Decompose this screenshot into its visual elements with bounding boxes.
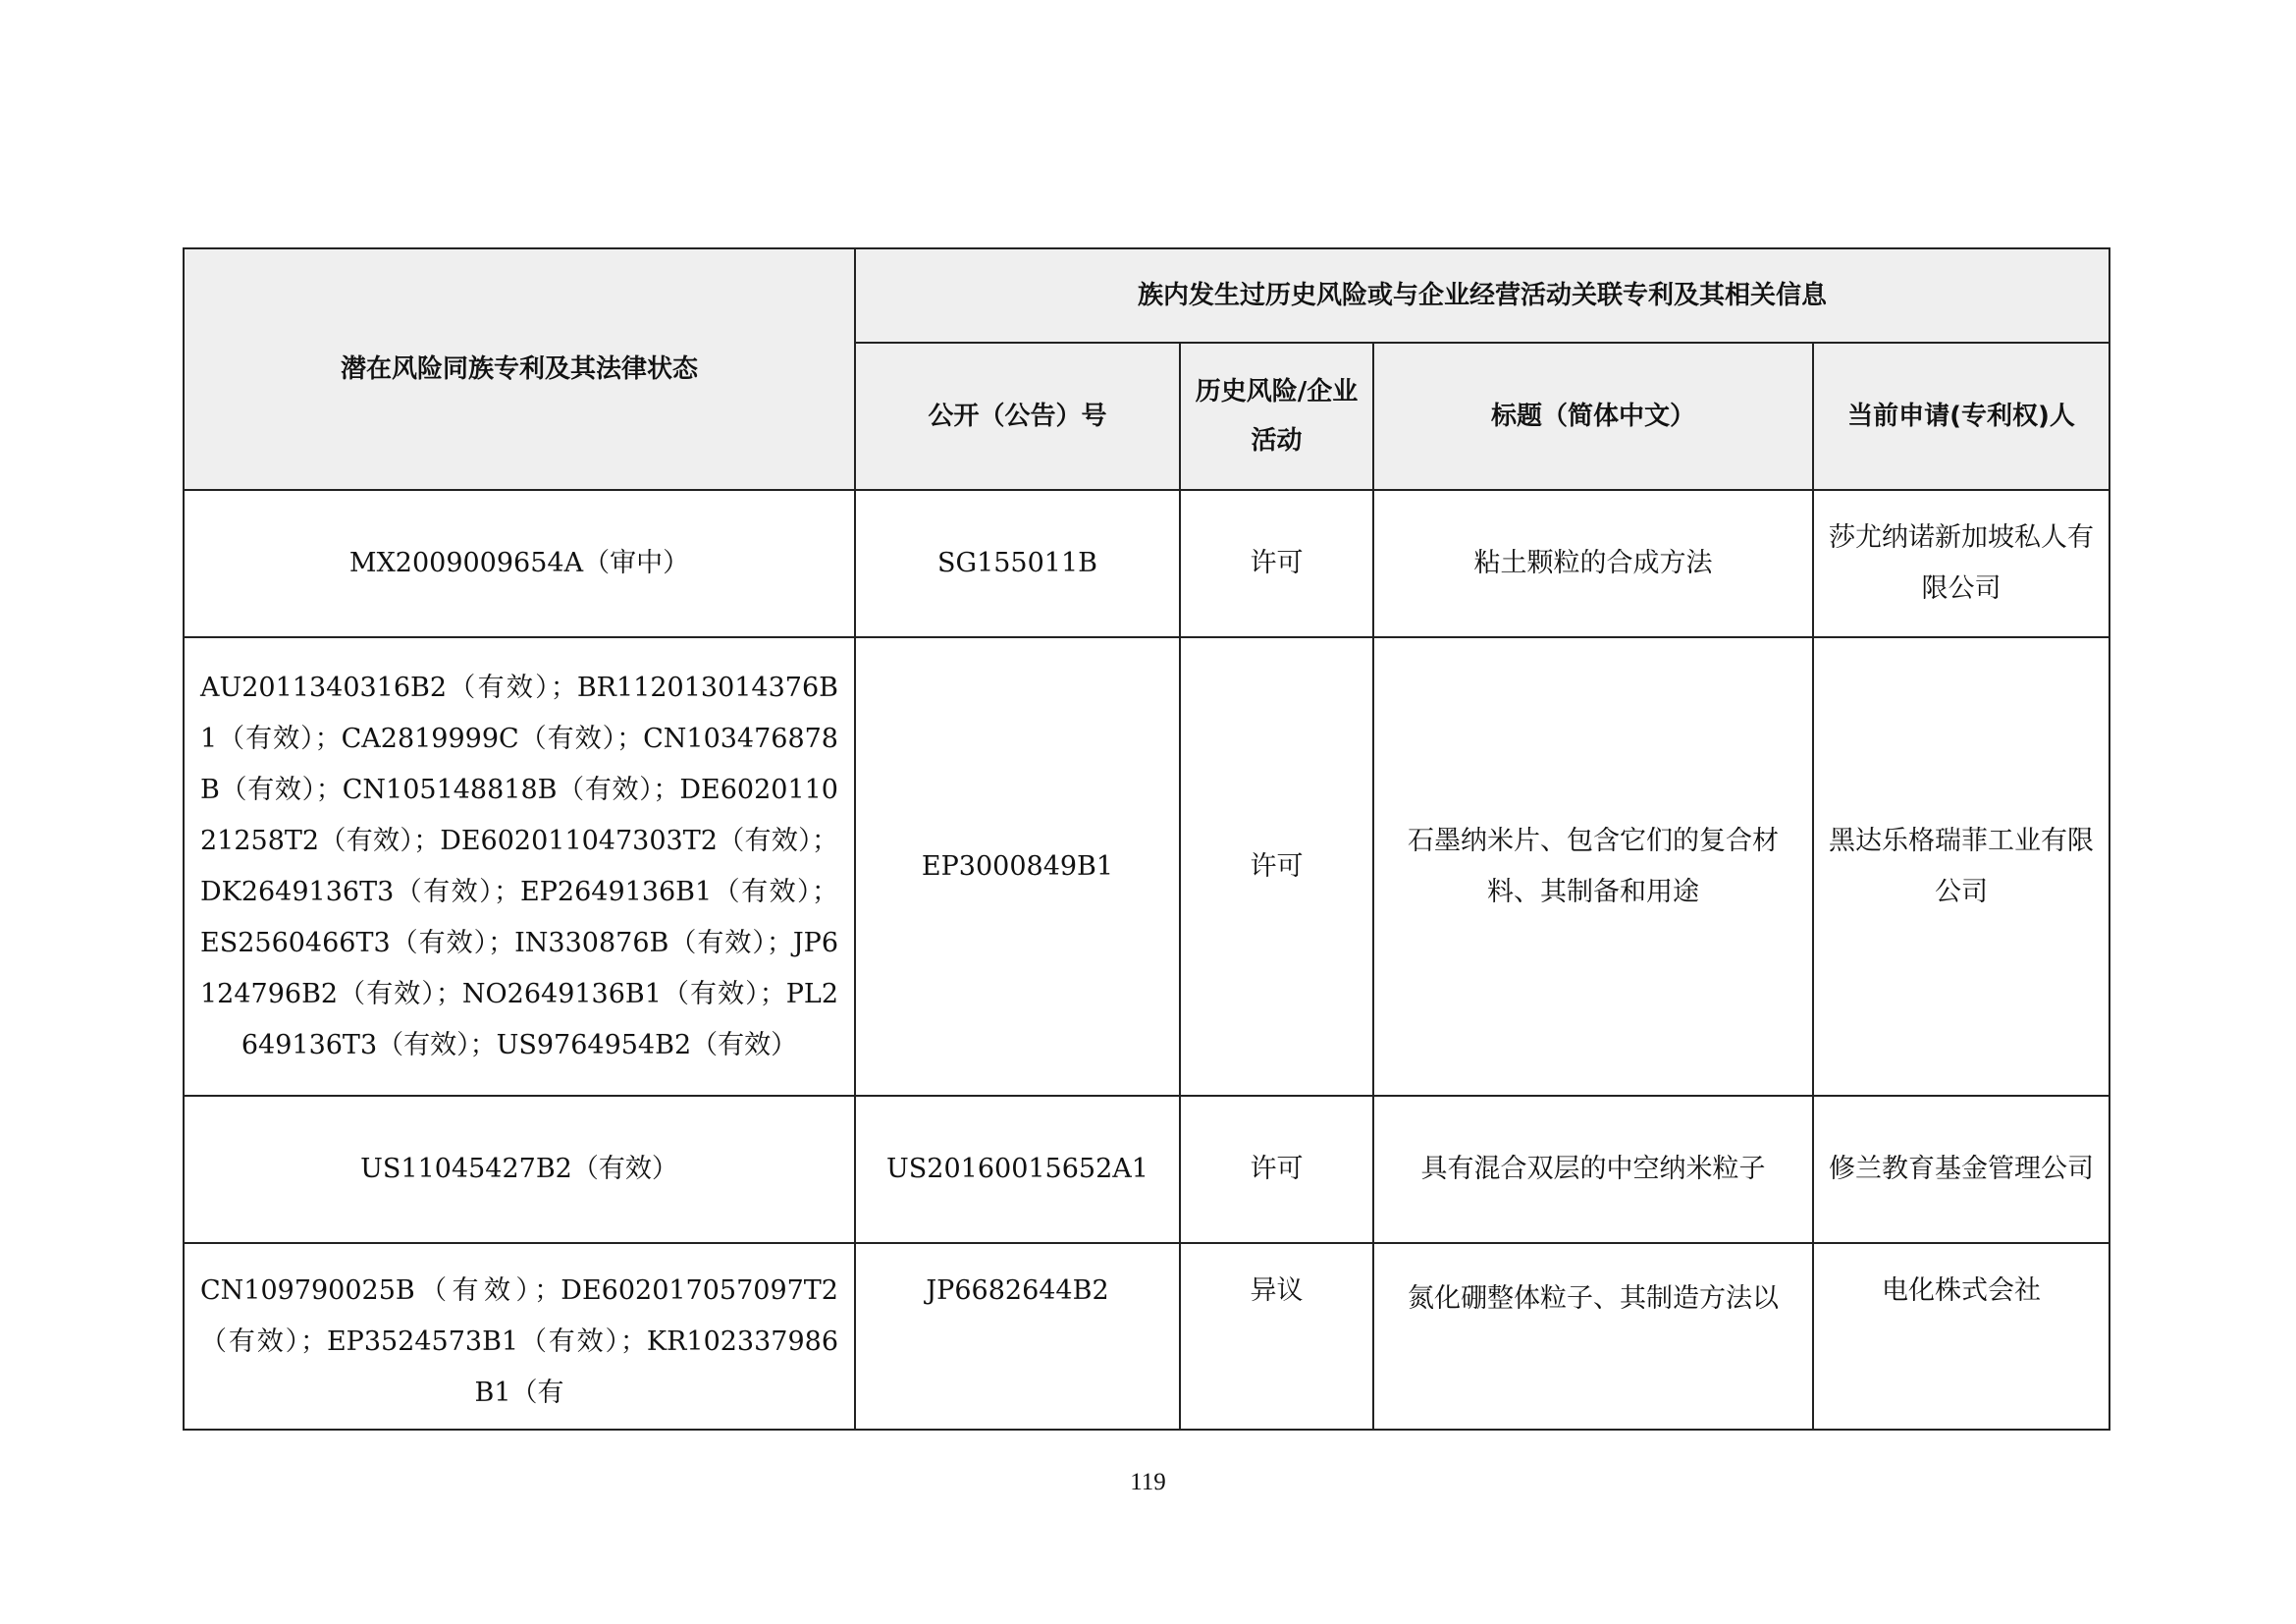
header-related-patents-group: 族内发生过历史风险或与企业经营活动关联专利及其相关信息 bbox=[855, 248, 2109, 343]
header-publication-number: 公开（公告）号 bbox=[855, 343, 1180, 490]
title-cell: 粘土颗粒的合成方法 bbox=[1373, 490, 1813, 637]
family-patents-cell: US11045427B2（有效） bbox=[184, 1096, 855, 1243]
table-row bbox=[184, 1096, 2109, 1243]
table-row bbox=[184, 637, 2109, 1096]
header-title-chinese: 标题（简体中文） bbox=[1373, 343, 1813, 490]
publication-number-cell: SG155011B bbox=[855, 490, 1180, 637]
page-number: 119 bbox=[1130, 1469, 1166, 1495]
table-row bbox=[184, 490, 2109, 637]
risk-activity-cell: 许可 bbox=[1180, 490, 1373, 637]
table-row bbox=[184, 1243, 2109, 1430]
family-patents-cell: MX2009009654A（审中） bbox=[184, 490, 855, 637]
applicant-cell: 黑达乐格瑞菲工业有限公司 bbox=[1813, 637, 2109, 1096]
applicant-cell: 莎尤纳诺新加坡私人有限公司 bbox=[1813, 490, 2109, 637]
risk-activity-cell: 异议 bbox=[1180, 1243, 1373, 1430]
family-patents-cell: CN109790025B（有效）；DE602017057097T2（有效）；EP3524573B1（有效）；KR102337986B1（有 bbox=[184, 1243, 855, 1430]
header-row-group bbox=[184, 248, 2109, 343]
header-family-status: 潜在风险同族专利及其法律状态 bbox=[184, 248, 855, 490]
publication-number-cell: EP3000849B1 bbox=[855, 637, 1180, 1096]
risk-activity-cell: 许可 bbox=[1180, 1096, 1373, 1243]
title-cell: 具有混合双层的中空纳米粒子 bbox=[1373, 1096, 1813, 1243]
publication-number-cell: US20160015652A1 bbox=[855, 1096, 1180, 1243]
applicant-cell: 电化株式会社 bbox=[1813, 1243, 2109, 1430]
patent-risk-table bbox=[183, 247, 2110, 1431]
family-patents-cell: AU2011340316B2（有效）；BR112013014376B1（有效）；CA2819999C（有效）；CN103476878B（有效）；CN105148818B（有效）；DE602011021258T2（有效）；DE602011047303T2（有效）；DK2649136T3（有效）；EP2649136B1（有效）；ES2560466T3（有效）；IN330876B（有效）；JP6124796B2（有效）；NO2649136B1（有效）；PL2649136T3（有效）；US9764954B2（有效） bbox=[184, 637, 855, 1096]
publication-number-cell: JP6682644B2 bbox=[855, 1243, 1180, 1430]
risk-activity-cell: 许可 bbox=[1180, 637, 1373, 1096]
applicant-cell: 修兰教育基金管理公司 bbox=[1813, 1096, 2109, 1243]
header-risk-activity: 历史风险/企业活动 bbox=[1180, 343, 1373, 490]
title-cell: 石墨纳米片、包含它们的复合材料、其制备和用途 bbox=[1373, 637, 1813, 1096]
title-cell: 氮化硼整体粒子、其制造方法以 bbox=[1373, 1243, 1813, 1430]
header-current-applicant: 当前申请(专利权)人 bbox=[1813, 343, 2109, 490]
